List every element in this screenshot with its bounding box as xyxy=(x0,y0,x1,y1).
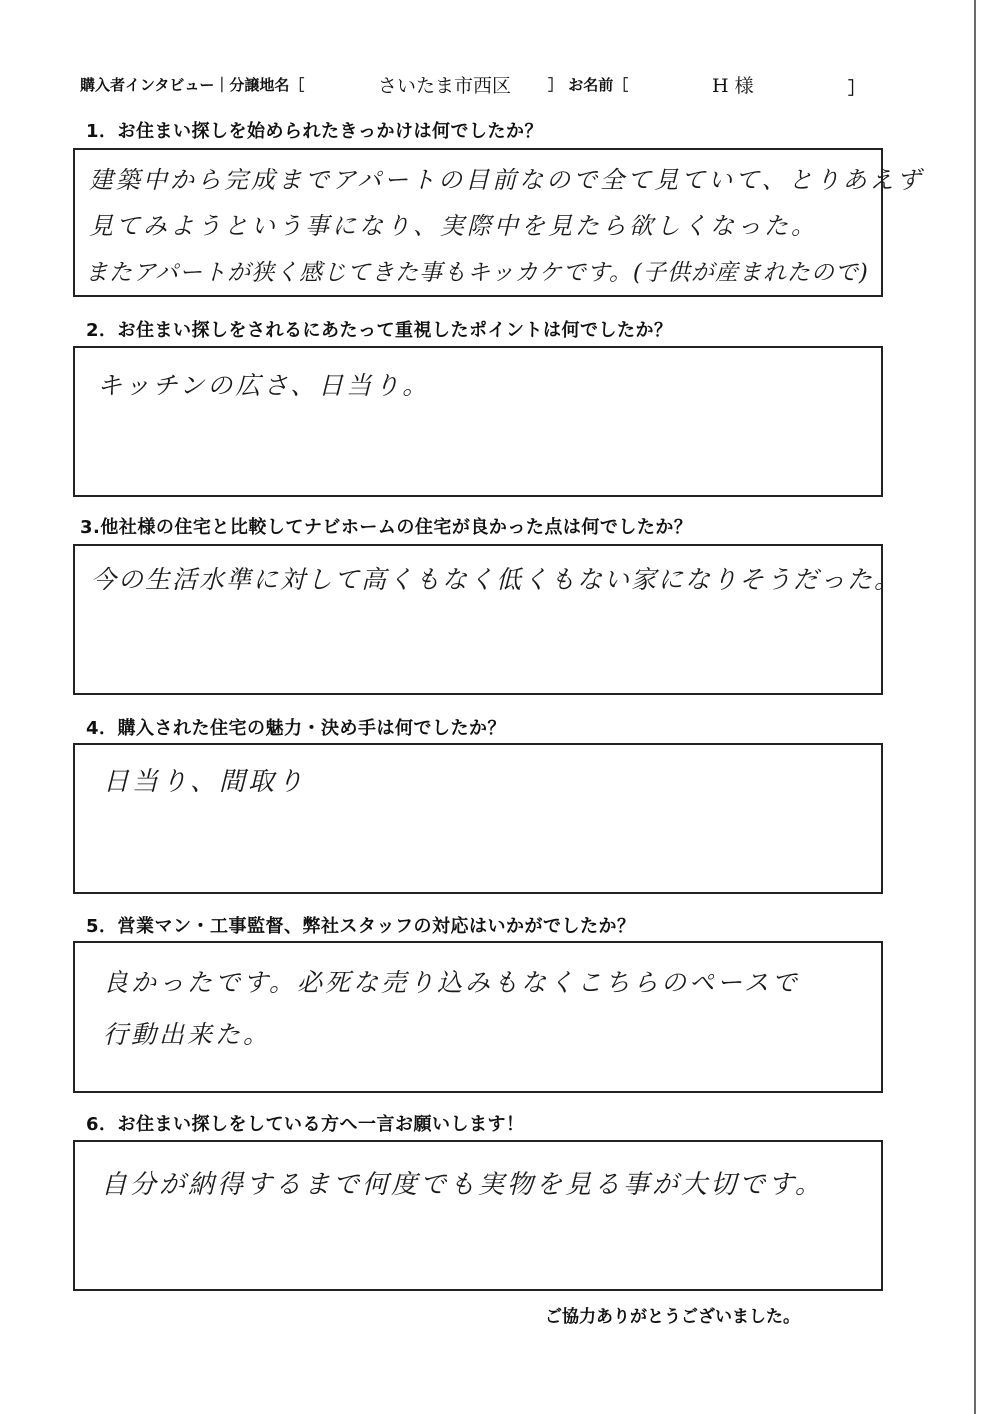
interview-label: 購入者インタビュー｜分譲地名［ xyxy=(80,76,305,94)
answer-1-line-3: またアパートが狭く感じてきた事もキッカケです。(子供が産まれたので) xyxy=(85,260,869,286)
answer-box-2 xyxy=(73,346,883,497)
interview-header xyxy=(80,68,880,102)
close-bracket: ］ xyxy=(848,79,865,99)
answer-4-line-1: 日当り、間取り xyxy=(103,767,307,797)
answer-5-line-2: 行動出来た。 xyxy=(103,1020,272,1049)
name-label: ］ お名前［ xyxy=(548,76,629,94)
question-6-number: 6． xyxy=(86,1114,118,1135)
answer-1-line-1: 建築中から完成までアパートの目前なので全て見ていて、とりあえず xyxy=(89,166,924,194)
question-6-text: お住まい探しをしている方へ一言お願いします！ xyxy=(117,1114,525,1135)
page-edge-line xyxy=(974,0,976,1414)
answer-box-1 xyxy=(73,148,924,297)
answer-5-line-1: 良かったです。必死な売り込みもなくこちらのペースで xyxy=(103,968,800,997)
question-3-text: 他社様の住宅と比較してナビホームの住宅が良かった点は何でしたか？ xyxy=(100,517,693,538)
question-6 xyxy=(86,1110,525,1136)
answer-box-3 xyxy=(73,544,902,695)
answer-box-5 xyxy=(73,941,883,1093)
area-name: さいたま市西区 xyxy=(378,75,512,97)
question-1-number: 1． xyxy=(86,121,118,142)
question-5-text: 営業マン・工事監督、弊社スタッフの対応はいかがでしたか？ xyxy=(117,916,636,937)
answer-2-line-1: キッチンの広さ、日当り。 xyxy=(97,371,431,400)
question-4 xyxy=(86,714,506,740)
answer-box-4 xyxy=(73,743,883,894)
thanks-footer: ご協力ありがとうございました。 xyxy=(545,1307,800,1327)
question-1-text: お住まい探しを始められたきっかけは何でしたか？ xyxy=(117,121,544,142)
answer-1-line-2: 見てみようという事になり、実際中を見たら欲しくなった。 xyxy=(89,212,818,240)
question-2-number: 2． xyxy=(86,320,118,341)
answer-6-line-1: 自分が納得するまで何度でも実物を見る事が大切です。 xyxy=(101,1170,824,1200)
answer-3-line-1: 今の生活水準に対して高くもなく低くもない家になりそうだった。 xyxy=(91,565,902,594)
question-2-text: お住まい探しをされるにあたって重視したポイントは何でしたか？ xyxy=(117,320,673,341)
question-3 xyxy=(80,513,692,539)
question-5 xyxy=(86,912,636,938)
question-3-number: 3. xyxy=(80,517,101,538)
question-1 xyxy=(86,117,543,143)
question-5-number: 5． xyxy=(86,916,118,937)
customer-name: H 様 xyxy=(712,75,754,97)
question-4-number: 4． xyxy=(86,718,118,739)
question-4-text: 購入された住宅の魅力・決め手は何でしたか？ xyxy=(117,718,507,739)
answer-box-6 xyxy=(73,1140,883,1291)
question-2 xyxy=(86,316,673,342)
